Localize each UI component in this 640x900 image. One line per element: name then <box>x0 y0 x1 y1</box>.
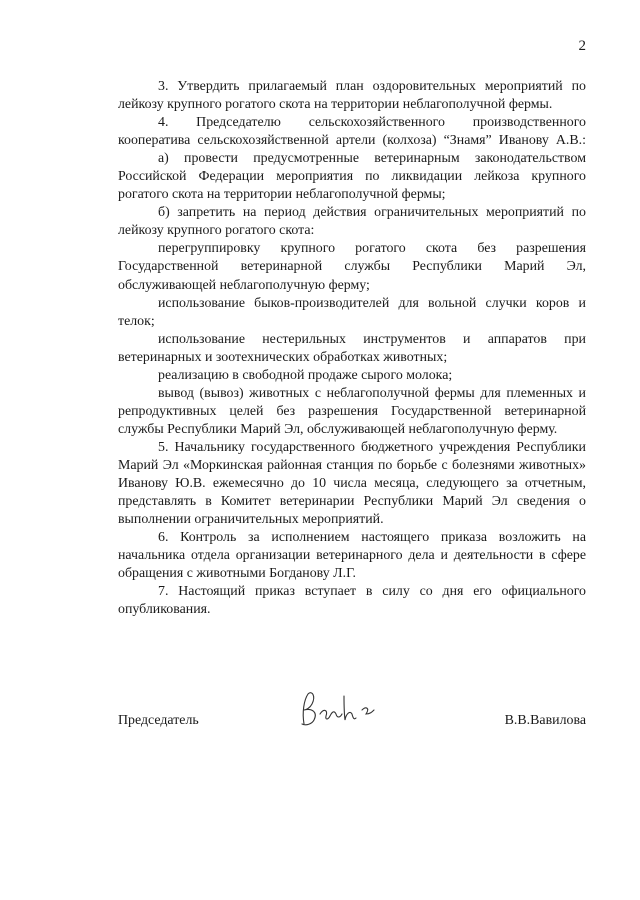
paragraph-4a: а) провести предусмотренные ветеринарным законодательством Российской Федерации мероприятия по ликвидации лейкоза крупного рогатого скота на территории неблагополучной фермы; <box>118 151 586 203</box>
paragraph-4: 4. Председателю сельскохозяйственного производственного кооператива сельскохозяйственной артели (колхоза) “Знамя” Иванову А.В.: <box>118 115 586 149</box>
paragraph-3: 3. Утвердить прилагаемый план оздоровительных мероприятий по лейкозу крупного рогатого скота на территории неблагополучной фермы. <box>118 79 586 113</box>
ban-bulls: использование быков-производителей для вольной случки коров и телок; <box>118 295 586 329</box>
order-body <box>118 78 586 619</box>
signer-name: В.В.Вавилова <box>504 713 586 728</box>
ban-regrouping: перегруппировку крупного рогатого скота без разрешения Государственной ветеринарной службы Республики Марий Эл, обслуживающей неблагополучную ферму; <box>118 241 586 293</box>
page-number: 2 <box>578 38 586 54</box>
paragraph-5: 5. Начальнику государственного бюджетного учреждения Республики Марий Эл «Моркинская районная станция по борьбе с болезнями животных» Иванову Ю.В. ежемесячно до 10 числа месяца, следующего за отчетным, представлять в Комитет ветеринарии Республики Марий Эл сведения о выполнении ограничительных мероприятий. <box>118 439 586 528</box>
paragraph-6: 6. Контроль за исполнением настоящего приказа возложить на начальника отдела организации ветеринарного дела и деятельности в сфере обращения с животными Богданову Л.Г. <box>118 530 586 582</box>
signature-block <box>118 713 586 733</box>
signer-title: Председатель <box>118 713 199 728</box>
ban-instruments: использование нестерильных инструментов и аппаратов при ветеринарных и зоотехнических обработках животных; <box>118 331 586 365</box>
ban-animal-export: вывод (вывоз) животных с неблагополучной фермы для племенных и репродуктивных целей без разрешения Государственной ветеринарной службы Республики Марий Эл, обслуживающей неблагополучную ферму. <box>118 385 586 437</box>
ban-raw-milk: реализацию в свободной продаже сырого молока; <box>158 367 453 383</box>
paragraph-4b: б) запретить на период действия ограничительных мероприятий по лейкозу крупного рогатого скота: <box>118 205 586 239</box>
paragraph-7: 7. Настоящий приказ вступает в силу со дня его официального опубликования. <box>118 584 586 618</box>
